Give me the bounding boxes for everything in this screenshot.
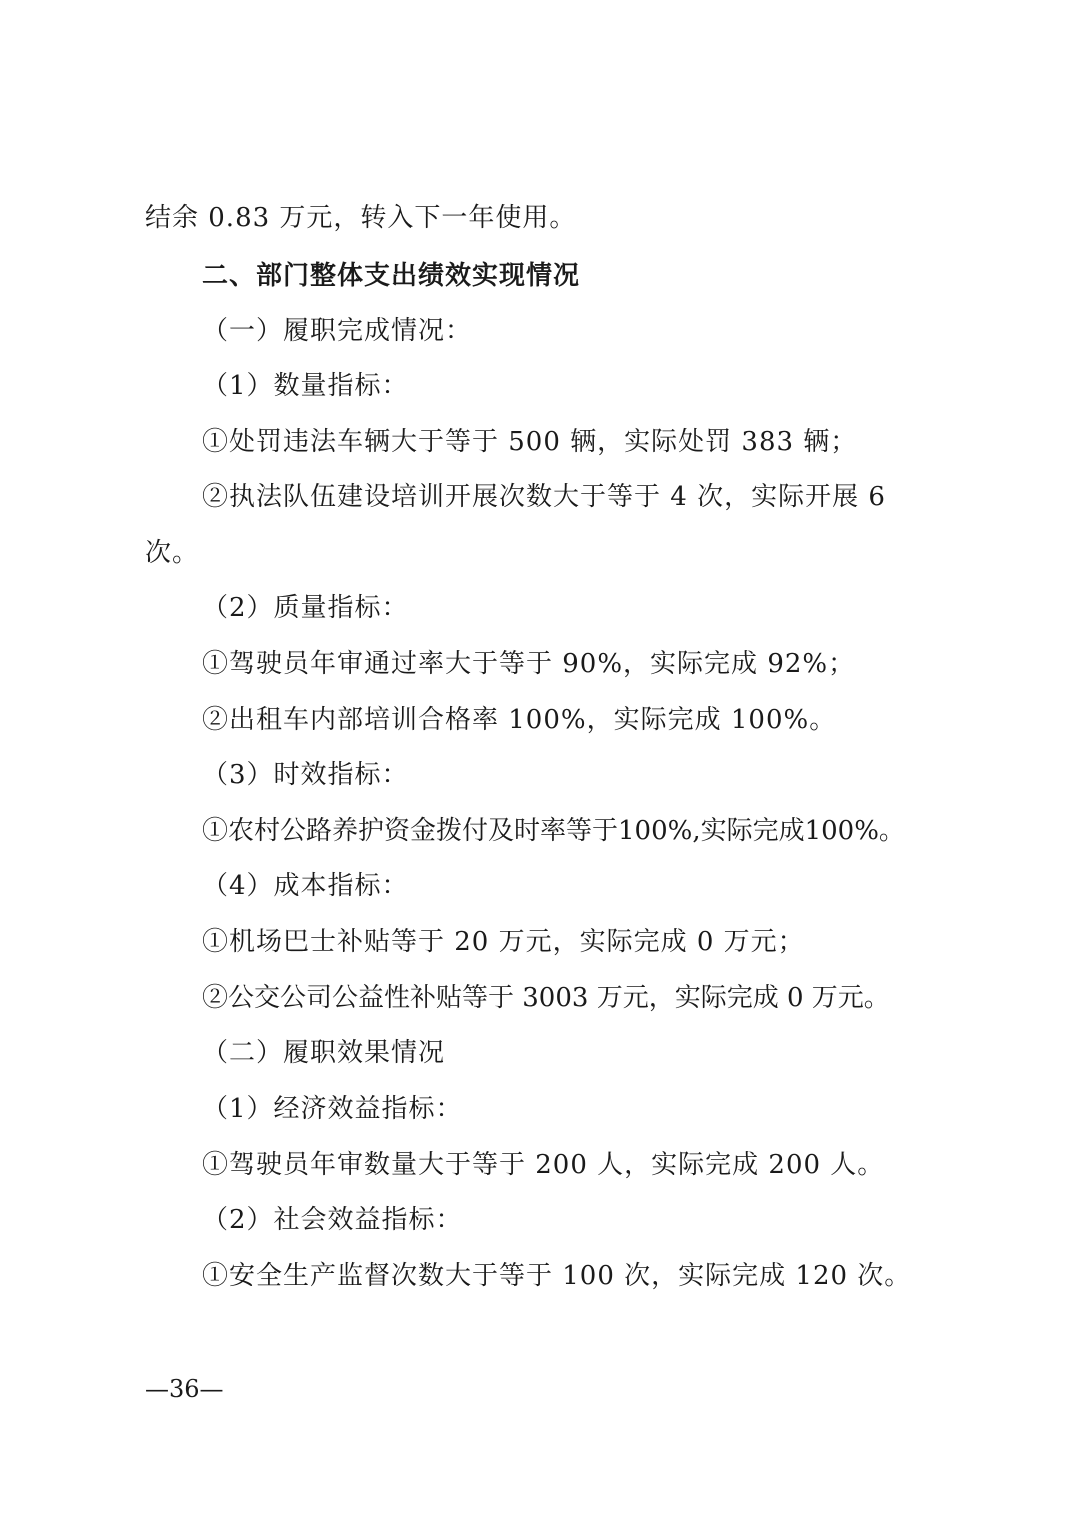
text-line: ①驾驶员年审数量大于等于 200 人，实际完成 200 人。	[202, 1150, 885, 1180]
text-line: ②出租车内部培训合格率 100%，实际完成 100%。	[202, 705, 837, 735]
text-line: ②执法队伍建设培训开展次数大于等于 4 次，实际开展 6	[202, 482, 886, 512]
indicator-heading: （2）社会效益指标：	[202, 1205, 463, 1235]
text-line: ②公交公司公益性补贴等于 3003 万元，实际完成 0 万元。	[202, 983, 890, 1013]
text-line: ①机场巴士补贴等于 20 万元，实际完成 0 万元；	[202, 927, 805, 957]
indicator-heading: （1）经济效益指标：	[202, 1094, 463, 1124]
subsection-heading: （一）履职完成情况：	[202, 316, 473, 346]
page-number: —36—	[145, 1375, 224, 1403]
section-heading: 二、部门整体支出绩效实现情况	[202, 261, 581, 291]
text-line: ①驾驶员年审通过率大于等于 90%，实际完成 92%；	[202, 649, 856, 679]
text-line: 结余 0.83 万元，转入下一年使用。	[145, 203, 577, 233]
indicator-heading: （1）数量指标：	[202, 371, 409, 401]
indicator-heading: （3）时效指标：	[202, 760, 409, 790]
text-line: ①安全生产监督次数大于等于 100 次，实际完成 120 次。	[202, 1261, 912, 1291]
subsection-heading: （二）履职效果情况	[202, 1038, 446, 1068]
text-line: 次。	[145, 538, 200, 568]
text-line: ①农村公路养护资金拨付及时率等于100%,实际完成100%。	[202, 816, 905, 846]
indicator-heading: （2）质量指标：	[202, 593, 409, 623]
indicator-heading: （4）成本指标：	[202, 871, 409, 901]
text-line: ①处罚违法车辆大于等于 500 辆，实际处罚 383 辆；	[202, 427, 858, 457]
